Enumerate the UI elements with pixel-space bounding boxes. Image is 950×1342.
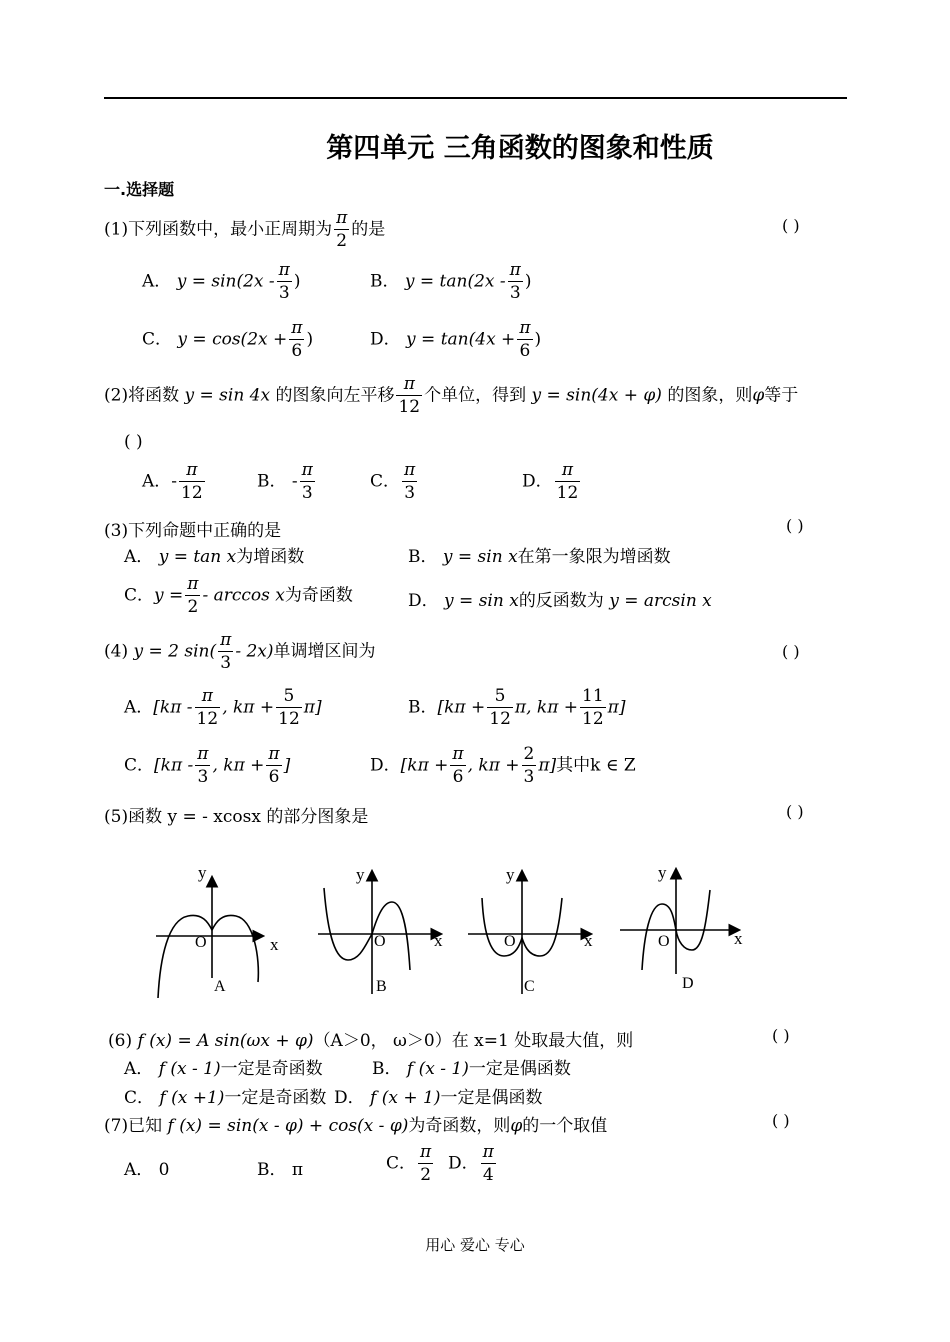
q7-option-a: A． 0 [124, 1160, 170, 1180]
q3-option-b: B． y = sin x在第一象限为增函数 [408, 547, 671, 567]
q1-option-a: A． y = sin(2x - $\frac{\pi}{3}$ ) [142, 260, 301, 303]
q1-answer-paren: ( ) [782, 216, 800, 235]
question-2-stem: (2)将函数 y = sin 4x 的图象向左平移 $\frac{\pi}{12}$ 个单位，得到 y = sin(4x + φ) 的图象，则φ等于 [104, 374, 799, 417]
q5-answer-paren: ( ) [786, 802, 804, 821]
axis-y-label: y [198, 863, 207, 882]
q7-option-c: C． $\frac{\pi}{2}$ [386, 1142, 432, 1185]
q6-option-d: D． f (x + 1)一定是偶函数 [334, 1088, 543, 1108]
graph-b [312, 858, 452, 1000]
q1-stem-fraction: $\frac{\pi}{2}$ [336, 208, 348, 251]
question-1-stem [104, 210, 385, 250]
q4-option-d: D．[kπ + $\frac{\pi}{6}$ , kπ + $\frac{2}{3}$ π]其中k ∈ Z [370, 744, 636, 787]
q3-option-c: C．y = $\frac{\pi}{2}$ - arccos x为奇函数 [124, 574, 353, 617]
axis-x-label: x [434, 931, 443, 950]
q2-option-c: C． $\frac{\pi}{3}$ [370, 460, 416, 503]
q3-option-a: A． y = tan x为增函数 [124, 547, 305, 567]
graph-a [150, 858, 290, 1000]
axis-x-label: x [584, 931, 593, 950]
q3-option-d: D． y = sin x的反函数为 y = arcsin x [408, 591, 712, 611]
q2-answer-paren: ( ) [124, 432, 143, 452]
q7-option-d: D． $\frac{\pi}{4}$ [448, 1142, 494, 1185]
graph-d [616, 856, 756, 998]
graph-label: D [682, 975, 694, 992]
origin-label: O [658, 933, 670, 950]
q1-option-d: D． y = tan(4x + $\frac{\pi}{6}$ ) [370, 318, 542, 361]
q6-option-c: C． f (x +1)一定是奇函数 [124, 1088, 327, 1108]
q1-stem-text: (1)下列函数中，最小正周期为 [104, 219, 333, 240]
question-6-stem: (6) f (x) = A sin(ωx + φ)（A＞0， ω＞0）在 x=1 处取最大值，则 [108, 1031, 634, 1051]
q2-option-b: B． - $\frac{\pi}{3}$ [257, 460, 313, 503]
q1-option-b: B． y = tan(2x - $\frac{\pi}{3}$ ) [370, 260, 532, 303]
page-footer: 用心 爱心 专心 [425, 1236, 525, 1254]
q1-option-c: C． y = cos(2x + $\frac{\pi}{6}$ ) [142, 318, 314, 361]
question-3-stem: (3)下列命题中正确的是 [104, 521, 282, 541]
q4-option-c: C．[kπ - $\frac{\pi}{3}$ , kπ + $\frac{\pi}{6}$ ] [124, 744, 291, 787]
top-rule [104, 97, 847, 99]
q3-answer-paren: ( ) [786, 516, 804, 535]
q1-stem-tail: 的是 [351, 219, 386, 240]
q2-option-a: A．- $\frac{\pi}{12}$ [142, 460, 203, 503]
q6-option-b: B． f (x - 1)一定是偶函数 [372, 1059, 571, 1079]
origin-label: O [504, 933, 516, 950]
graph-label: A [214, 978, 226, 995]
axis-x-label: x [270, 935, 279, 954]
q6-option-a: A． f (x - 1)一定是奇函数 [124, 1059, 323, 1079]
q4-answer-paren: ( ) [782, 642, 800, 661]
section-heading: 一.选择题 [104, 180, 175, 199]
q7-answer-paren: ( ) [772, 1111, 790, 1130]
graph-curve [158, 915, 258, 998]
graph-label: B [376, 978, 387, 995]
axis-x-label: x [734, 929, 743, 948]
page-title: 第四单元 三角函数的图象和性质 [326, 133, 714, 164]
axis-y-label: y [356, 865, 365, 884]
origin-label: O [195, 934, 207, 951]
q4-option-a: A．[kπ - $\frac{\pi}{12}$ , kπ + $\frac{5}{12}$ π] [124, 686, 322, 729]
question-4-stem: (4) y = 2 sin( $\frac{\pi}{3}$ - 2x)单调增区间为 [104, 630, 376, 673]
question-5-stem: (5)函数 y = - xcosx 的部分图象是 [104, 807, 369, 827]
axis-y-label: y [658, 863, 667, 882]
q6-answer-paren: ( ) [772, 1026, 790, 1045]
graph-curve [324, 888, 410, 970]
question-7-stem: (7)已知 f (x) = sin(x - φ) + cos(x - φ)为奇函数，则φ的一个取值 [104, 1116, 608, 1136]
q4-option-b: B．[kπ + $\frac{5}{12}$ π, kπ + $\frac{11}{12}$ π] [408, 686, 626, 729]
graph-c [462, 858, 602, 1000]
q2-option-d: D． $\frac{\pi}{12}$ [522, 460, 579, 503]
q7-option-b: B． π [257, 1160, 304, 1180]
axis-y-label: y [506, 865, 515, 884]
origin-label: O [374, 933, 386, 950]
graph-label: C [524, 978, 535, 995]
